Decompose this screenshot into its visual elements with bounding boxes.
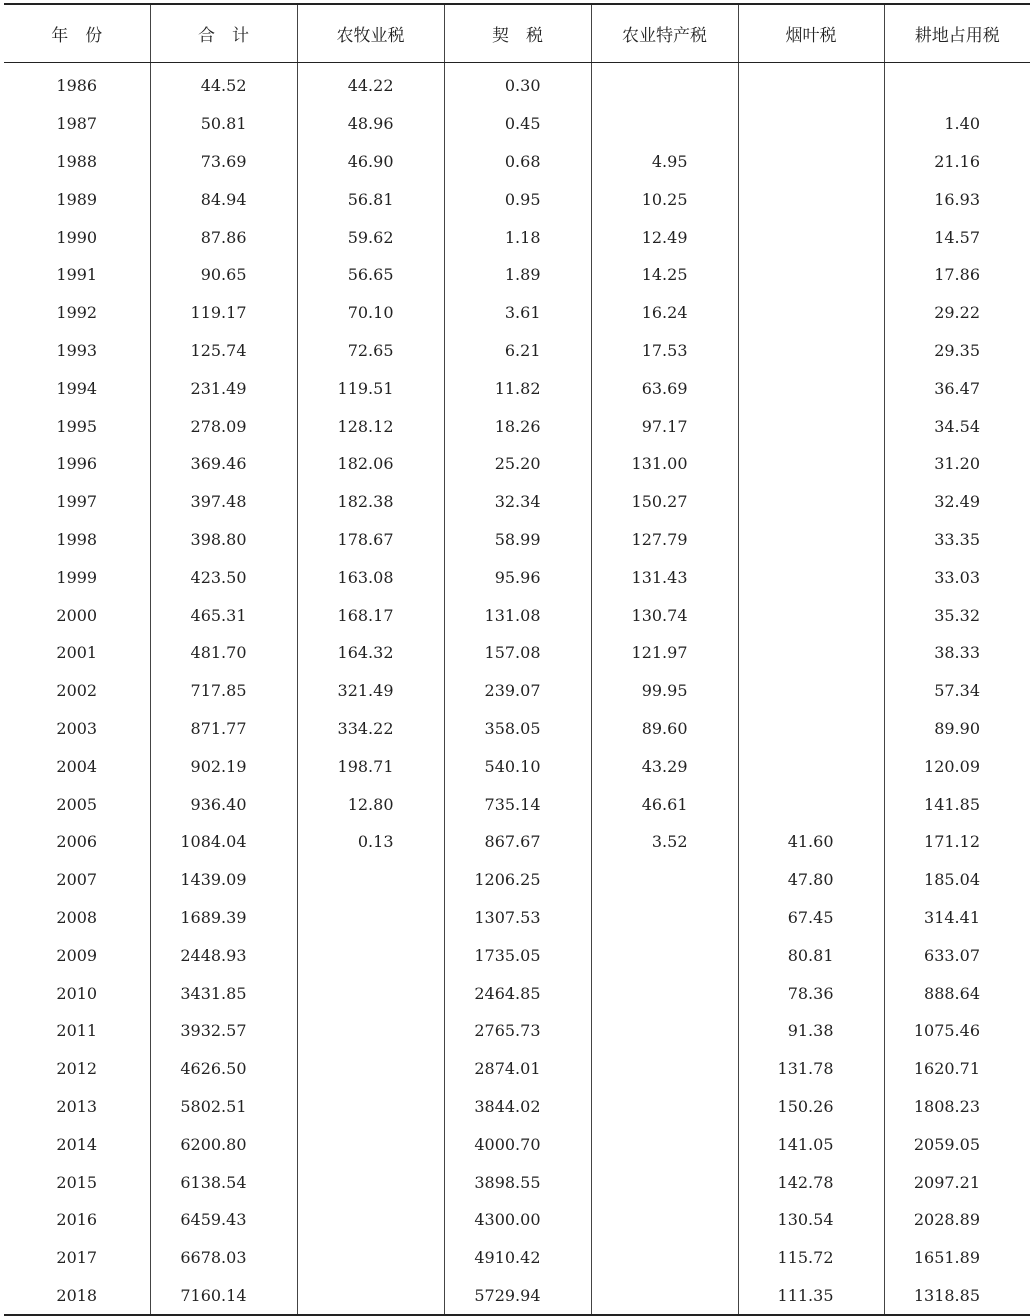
cell-deed-tax: 540.10 <box>444 747 591 785</box>
cell-land-use-tax <box>884 63 1030 105</box>
cell-agri-tax: 72.65 <box>297 332 444 370</box>
cell-deed-tax: 131.08 <box>444 596 591 634</box>
cell-agri-tax: 182.38 <box>297 483 444 521</box>
table-row <box>4 936 1030 974</box>
cell-deed-tax: 2874.01 <box>444 1050 591 1088</box>
cell-special-agri-tax <box>591 974 738 1012</box>
cell-tobacco-tax: 80.81 <box>738 936 884 974</box>
cell-deed-tax: 11.82 <box>444 369 591 407</box>
cell-agri-tax <box>297 899 444 937</box>
cell-land-use-tax: 57.34 <box>884 672 1030 710</box>
cell-year: 2013 <box>56 1096 98 1116</box>
cell-deed-tax: 32.34 <box>444 483 591 521</box>
cell-tobacco-tax <box>738 521 884 559</box>
cell-total: 871.77 <box>150 710 297 748</box>
cell-year: 2003 <box>56 718 98 738</box>
cell-special-agri-tax: 14.25 <box>591 256 738 294</box>
table-row <box>4 899 1030 937</box>
cell-special-agri-tax <box>591 1050 738 1088</box>
cell-year: 1997 <box>56 492 98 512</box>
cell-total: 1689.39 <box>150 899 297 937</box>
table-row <box>4 105 1030 143</box>
cell-total: 44.52 <box>150 63 297 105</box>
cell-land-use-tax: 1651.89 <box>884 1239 1030 1277</box>
cell-year: 2004 <box>56 756 98 776</box>
cell-agri-tax: 168.17 <box>297 596 444 634</box>
cell-total: 90.65 <box>150 256 297 294</box>
cell-agri-tax: 56.81 <box>297 180 444 218</box>
cell-year: 1995 <box>56 416 98 436</box>
cell-total: 398.80 <box>150 521 297 559</box>
cell-year: 2006 <box>56 832 98 852</box>
cell-deed-tax: 1735.05 <box>444 936 591 974</box>
header-row <box>4 4 1030 63</box>
tax-revenue-table <box>4 3 1030 1316</box>
cell-total: 87.86 <box>150 218 297 256</box>
cell-agri-tax: 59.62 <box>297 218 444 256</box>
cell-tobacco-tax <box>738 672 884 710</box>
cell-agri-tax <box>297 1239 444 1277</box>
cell-special-agri-tax: 99.95 <box>591 672 738 710</box>
header-agri-tax: 农牧业税 <box>297 4 444 63</box>
cell-deed-tax: 1307.53 <box>444 899 591 937</box>
cell-special-agri-tax <box>591 1239 738 1277</box>
cell-land-use-tax: 1.40 <box>884 105 1030 143</box>
cell-tobacco-tax: 142.78 <box>738 1163 884 1201</box>
cell-tobacco-tax <box>738 294 884 332</box>
cell-tobacco-tax: 130.54 <box>738 1201 884 1239</box>
cell-land-use-tax: 33.03 <box>884 558 1030 596</box>
cell-land-use-tax: 2028.89 <box>884 1201 1030 1239</box>
table-row <box>4 332 1030 370</box>
table-row <box>4 785 1030 823</box>
cell-deed-tax: 0.45 <box>444 105 591 143</box>
cell-total: 1084.04 <box>150 823 297 861</box>
cell-land-use-tax: 171.12 <box>884 823 1030 861</box>
cell-total: 3431.85 <box>150 974 297 1012</box>
cell-year: 1993 <box>56 340 98 360</box>
table-body <box>4 63 1030 1316</box>
cell-tobacco-tax: 115.72 <box>738 1239 884 1277</box>
table-row <box>4 1201 1030 1239</box>
cell-special-agri-tax: 3.52 <box>591 823 738 861</box>
cell-deed-tax: 2464.85 <box>444 974 591 1012</box>
cell-tobacco-tax: 141.05 <box>738 1125 884 1163</box>
cell-tobacco-tax <box>738 180 884 218</box>
cell-total: 4626.50 <box>150 1050 297 1088</box>
cell-agri-tax <box>297 1050 444 1088</box>
cell-total: 717.85 <box>150 672 297 710</box>
table-row <box>4 483 1030 521</box>
cell-deed-tax: 358.05 <box>444 710 591 748</box>
cell-deed-tax: 157.08 <box>444 634 591 672</box>
cell-year: 1986 <box>56 76 98 96</box>
cell-deed-tax: 1.89 <box>444 256 591 294</box>
cell-special-agri-tax <box>591 1012 738 1050</box>
cell-land-use-tax: 185.04 <box>884 861 1030 899</box>
cell-total: 6678.03 <box>150 1239 297 1277</box>
cell-agri-tax <box>297 936 444 974</box>
cell-total: 231.49 <box>150 369 297 407</box>
header-year: 年 份 <box>4 4 150 63</box>
cell-year: 2016 <box>56 1210 98 1230</box>
cell-special-agri-tax <box>591 861 738 899</box>
cell-tobacco-tax <box>738 332 884 370</box>
cell-land-use-tax: 1808.23 <box>884 1088 1030 1126</box>
cell-special-agri-tax: 43.29 <box>591 747 738 785</box>
cell-land-use-tax: 120.09 <box>884 747 1030 785</box>
cell-deed-tax: 0.30 <box>444 63 591 105</box>
cell-total: 6138.54 <box>150 1163 297 1201</box>
cell-year: 2009 <box>56 945 98 965</box>
cell-year: 1990 <box>56 227 98 247</box>
cell-land-use-tax: 17.86 <box>884 256 1030 294</box>
cell-special-agri-tax: 17.53 <box>591 332 738 370</box>
cell-deed-tax: 0.95 <box>444 180 591 218</box>
cell-special-agri-tax <box>591 1088 738 1126</box>
cell-year: 2005 <box>56 794 98 814</box>
cell-land-use-tax: 36.47 <box>884 369 1030 407</box>
table-row <box>4 256 1030 294</box>
cell-total: 50.81 <box>150 105 297 143</box>
cell-agri-tax <box>297 861 444 899</box>
table-row <box>4 710 1030 748</box>
cell-total: 369.46 <box>150 445 297 483</box>
table-row <box>4 1125 1030 1163</box>
cell-year: 2008 <box>56 907 98 927</box>
cell-year: 1992 <box>56 303 98 323</box>
cell-tobacco-tax <box>738 747 884 785</box>
cell-tobacco-tax <box>738 710 884 748</box>
cell-tobacco-tax <box>738 105 884 143</box>
cell-land-use-tax: 38.33 <box>884 634 1030 672</box>
cell-agri-tax: 128.12 <box>297 407 444 445</box>
cell-special-agri-tax: 89.60 <box>591 710 738 748</box>
cell-total: 6459.43 <box>150 1201 297 1239</box>
cell-tobacco-tax <box>738 63 884 105</box>
cell-agri-tax: 182.06 <box>297 445 444 483</box>
cell-agri-tax: 48.96 <box>297 105 444 143</box>
cell-land-use-tax: 1075.46 <box>884 1012 1030 1050</box>
cell-agri-tax <box>297 1163 444 1201</box>
cell-total: 119.17 <box>150 294 297 332</box>
cell-deed-tax: 4000.70 <box>444 1125 591 1163</box>
cell-special-agri-tax <box>591 936 738 974</box>
cell-deed-tax: 2765.73 <box>444 1012 591 1050</box>
cell-tobacco-tax: 111.35 <box>738 1277 884 1316</box>
table-row <box>4 369 1030 407</box>
table-row <box>4 747 1030 785</box>
cell-land-use-tax: 633.07 <box>884 936 1030 974</box>
cell-land-use-tax: 1620.71 <box>884 1050 1030 1088</box>
cell-agri-tax: 321.49 <box>297 672 444 710</box>
cell-tobacco-tax: 131.78 <box>738 1050 884 1088</box>
cell-total: 465.31 <box>150 596 297 634</box>
cell-deed-tax: 4910.42 <box>444 1239 591 1277</box>
table-row <box>4 1012 1030 1050</box>
table-row <box>4 861 1030 899</box>
cell-special-agri-tax: 121.97 <box>591 634 738 672</box>
cell-land-use-tax: 32.49 <box>884 483 1030 521</box>
cell-total: 6200.80 <box>150 1125 297 1163</box>
cell-total: 936.40 <box>150 785 297 823</box>
cell-land-use-tax: 314.41 <box>884 899 1030 937</box>
table-row <box>4 294 1030 332</box>
cell-land-use-tax: 14.57 <box>884 218 1030 256</box>
cell-agri-tax: 198.71 <box>297 747 444 785</box>
cell-agri-tax <box>297 1125 444 1163</box>
cell-year: 2011 <box>56 1021 98 1041</box>
cell-agri-tax <box>297 974 444 1012</box>
cell-year: 2017 <box>56 1248 98 1268</box>
table-row <box>4 672 1030 710</box>
cell-special-agri-tax <box>591 63 738 105</box>
cell-tobacco-tax <box>738 143 884 181</box>
header-special-agri-tax: 农业特产税 <box>591 4 738 63</box>
cell-year: 2015 <box>56 1172 98 1192</box>
cell-special-agri-tax: 127.79 <box>591 521 738 559</box>
cell-agri-tax: 164.32 <box>297 634 444 672</box>
cell-total: 423.50 <box>150 558 297 596</box>
cell-land-use-tax: 29.35 <box>884 332 1030 370</box>
cell-deed-tax: 3844.02 <box>444 1088 591 1126</box>
header-total: 合 计 <box>150 4 297 63</box>
cell-total: 1439.09 <box>150 861 297 899</box>
cell-agri-tax: 70.10 <box>297 294 444 332</box>
table-row <box>4 407 1030 445</box>
table-row <box>4 180 1030 218</box>
cell-special-agri-tax: 12.49 <box>591 218 738 256</box>
cell-tobacco-tax <box>738 256 884 294</box>
cell-land-use-tax: 888.64 <box>884 974 1030 1012</box>
cell-deed-tax: 58.99 <box>444 521 591 559</box>
cell-deed-tax: 1.18 <box>444 218 591 256</box>
cell-special-agri-tax: 63.69 <box>591 369 738 407</box>
cell-agri-tax <box>297 1277 444 1316</box>
cell-special-agri-tax: 46.61 <box>591 785 738 823</box>
cell-total: 397.48 <box>150 483 297 521</box>
table-row <box>4 63 1030 105</box>
table-row <box>4 558 1030 596</box>
header-tobacco-tax: 烟叶税 <box>738 4 884 63</box>
table-row <box>4 634 1030 672</box>
cell-special-agri-tax <box>591 1277 738 1316</box>
table-row <box>4 823 1030 861</box>
cell-year: 2000 <box>56 605 98 625</box>
table-row <box>4 1163 1030 1201</box>
cell-year: 1998 <box>56 529 98 549</box>
table-row <box>4 974 1030 1012</box>
cell-agri-tax <box>297 1088 444 1126</box>
cell-tobacco-tax: 91.38 <box>738 1012 884 1050</box>
cell-deed-tax: 6.21 <box>444 332 591 370</box>
cell-tobacco-tax: 78.36 <box>738 974 884 1012</box>
cell-total: 2448.93 <box>150 936 297 974</box>
cell-tobacco-tax <box>738 596 884 634</box>
cell-land-use-tax: 2059.05 <box>884 1125 1030 1163</box>
header-deed-tax: 契 税 <box>444 4 591 63</box>
cell-agri-tax: 119.51 <box>297 369 444 407</box>
table-header <box>4 4 1030 63</box>
cell-total: 7160.14 <box>150 1277 297 1316</box>
cell-tobacco-tax <box>738 407 884 445</box>
table-row <box>4 1088 1030 1126</box>
cell-agri-tax: 46.90 <box>297 143 444 181</box>
cell-land-use-tax: 35.32 <box>884 596 1030 634</box>
cell-tobacco-tax <box>738 445 884 483</box>
cell-special-agri-tax: 16.24 <box>591 294 738 332</box>
cell-total: 84.94 <box>150 180 297 218</box>
cell-total: 73.69 <box>150 143 297 181</box>
cell-land-use-tax: 16.93 <box>884 180 1030 218</box>
cell-agri-tax: 163.08 <box>297 558 444 596</box>
cell-special-agri-tax: 131.43 <box>591 558 738 596</box>
cell-tobacco-tax: 47.80 <box>738 861 884 899</box>
cell-agri-tax: 178.67 <box>297 521 444 559</box>
cell-total: 902.19 <box>150 747 297 785</box>
table-row <box>4 1277 1030 1316</box>
cell-tobacco-tax: 67.45 <box>738 899 884 937</box>
table-row <box>4 445 1030 483</box>
cell-deed-tax: 18.26 <box>444 407 591 445</box>
cell-special-agri-tax <box>591 1163 738 1201</box>
cell-agri-tax: 334.22 <box>297 710 444 748</box>
cell-total: 278.09 <box>150 407 297 445</box>
cell-special-agri-tax: 150.27 <box>591 483 738 521</box>
cell-tobacco-tax <box>738 785 884 823</box>
cell-tobacco-tax <box>738 483 884 521</box>
cell-year: 2001 <box>56 643 98 663</box>
cell-tobacco-tax <box>738 218 884 256</box>
cell-deed-tax: 735.14 <box>444 785 591 823</box>
cell-agri-tax: 56.65 <box>297 256 444 294</box>
cell-agri-tax <box>297 1012 444 1050</box>
cell-year: 2012 <box>56 1059 98 1079</box>
cell-tobacco-tax <box>738 634 884 672</box>
header-land-use-tax: 耕地占用税 <box>884 4 1030 63</box>
cell-deed-tax: 867.67 <box>444 823 591 861</box>
table-row <box>4 143 1030 181</box>
cell-year: 2010 <box>56 983 98 1003</box>
cell-land-use-tax: 2097.21 <box>884 1163 1030 1201</box>
table-row <box>4 1050 1030 1088</box>
cell-agri-tax: 0.13 <box>297 823 444 861</box>
cell-agri-tax: 44.22 <box>297 63 444 105</box>
cell-special-agri-tax: 131.00 <box>591 445 738 483</box>
cell-total: 481.70 <box>150 634 297 672</box>
cell-deed-tax: 25.20 <box>444 445 591 483</box>
cell-deed-tax: 95.96 <box>444 558 591 596</box>
cell-deed-tax: 3898.55 <box>444 1163 591 1201</box>
cell-land-use-tax: 29.22 <box>884 294 1030 332</box>
cell-tobacco-tax: 41.60 <box>738 823 884 861</box>
cell-year: 1999 <box>56 567 98 587</box>
cell-special-agri-tax <box>591 105 738 143</box>
cell-total: 125.74 <box>150 332 297 370</box>
cell-deed-tax: 239.07 <box>444 672 591 710</box>
cell-land-use-tax: 1318.85 <box>884 1277 1030 1316</box>
cell-special-agri-tax: 4.95 <box>591 143 738 181</box>
cell-special-agri-tax: 130.74 <box>591 596 738 634</box>
cell-land-use-tax: 31.20 <box>884 445 1030 483</box>
cell-year: 1996 <box>56 454 98 474</box>
cell-total: 5802.51 <box>150 1088 297 1126</box>
cell-special-agri-tax <box>591 1125 738 1163</box>
cell-special-agri-tax: 97.17 <box>591 407 738 445</box>
cell-deed-tax: 4300.00 <box>444 1201 591 1239</box>
cell-land-use-tax: 34.54 <box>884 407 1030 445</box>
cell-special-agri-tax: 10.25 <box>591 180 738 218</box>
cell-year: 1988 <box>56 151 98 171</box>
cell-year: 2018 <box>56 1285 98 1305</box>
cell-year: 1994 <box>56 378 98 398</box>
cell-land-use-tax: 21.16 <box>884 143 1030 181</box>
cell-deed-tax: 5729.94 <box>444 1277 591 1316</box>
cell-tobacco-tax <box>738 369 884 407</box>
cell-deed-tax: 0.68 <box>444 143 591 181</box>
table-row <box>4 218 1030 256</box>
cell-year: 2007 <box>56 870 98 890</box>
table-row <box>4 521 1030 559</box>
cell-land-use-tax: 89.90 <box>884 710 1030 748</box>
cell-year: 1989 <box>56 189 98 209</box>
cell-tobacco-tax: 150.26 <box>738 1088 884 1126</box>
cell-land-use-tax: 33.35 <box>884 521 1030 559</box>
cell-special-agri-tax <box>591 1201 738 1239</box>
cell-year: 1991 <box>56 265 98 285</box>
cell-deed-tax: 3.61 <box>444 294 591 332</box>
table-row <box>4 1239 1030 1277</box>
cell-tobacco-tax <box>738 558 884 596</box>
cell-land-use-tax: 141.85 <box>884 785 1030 823</box>
cell-year: 1987 <box>56 114 98 134</box>
cell-deed-tax: 1206.25 <box>444 861 591 899</box>
cell-year: 2002 <box>56 681 98 701</box>
cell-total: 3932.57 <box>150 1012 297 1050</box>
table-row <box>4 596 1030 634</box>
cell-agri-tax <box>297 1201 444 1239</box>
cell-agri-tax: 12.80 <box>297 785 444 823</box>
cell-year: 2014 <box>56 1134 98 1154</box>
cell-special-agri-tax <box>591 899 738 937</box>
